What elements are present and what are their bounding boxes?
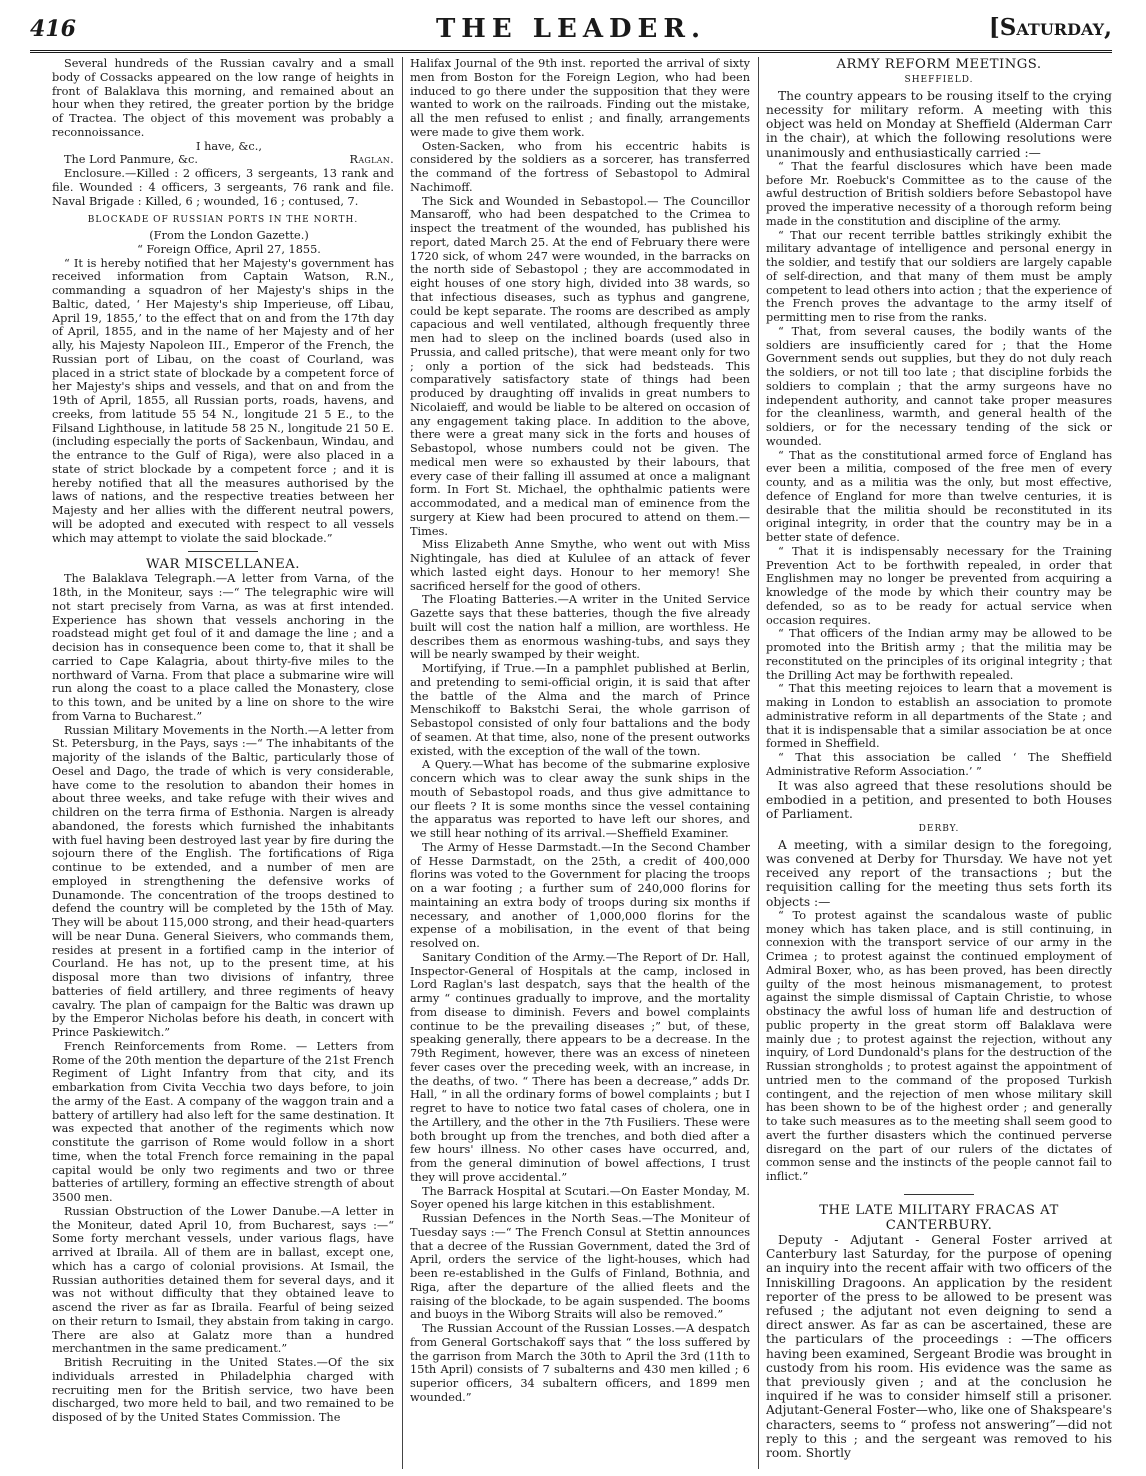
column-2 bbox=[410, 57, 750, 1469]
column-rule bbox=[758, 57, 759, 1469]
resolution: “ That, from several causes, the bodily wants of the soldiers are insufficiently cared for ; that the Home Government sends out supplies, but they do not duly reach the soldiers, or not till too late ; that discipline forbids the soldiers to complain ; that the army surgeons have no independent authority, and cannot take proper measures for the cleanliness, warmth, and general health of the soldiers, or for the necessary tending of the sick or wounded. bbox=[766, 324, 1112, 448]
article-paragraph: The Russian Account of the Russian Losses.—A despatch from General Gortschakoff says that “ the loss suffered by the garrison from March the 30th to April the 3rd (11th to 15th April) consists of 7 subalterns and 430 men killed ; 6 superior officers, 34 subaltern officers, and 1899 men wounded.” bbox=[410, 1322, 750, 1404]
column-3 bbox=[766, 57, 1112, 1469]
signature-row bbox=[52, 153, 394, 167]
resolution: “ That officers of the Indian army may be allowed to be promoted into the British army ; that the militia may be reconstituted on the principles of its original integrity ; that the Drilling Act may be forthwith repealed. bbox=[766, 627, 1112, 682]
article-paragraph: The Floating Batteries.—A writer in the United Service Gazette says that these batteries, though the five already built will cost the nation half a million, are worthless. He describes them as enormous washing-tubs, and says they will be nearly swamped by their weight. bbox=[410, 593, 750, 662]
resolution: “ That as the constitutional armed force of England has ever been a militia, composed of the free men of every county, and as a militia was the only, but most effective, defence of England for more than twelve centuries, it is desirable that the militia should be reconstituted in its original integrity, in order that the country may be in a better state of defence. bbox=[766, 448, 1112, 545]
resolution: “ That this meeting rejoices to learn that a movement is making in London to establish an association to promote administrative reform in all departments of the State ; and that it is indispensable that a similar association be at once formed in Sheffield. bbox=[766, 682, 1112, 751]
article-paragraph: The Balaklava Telegraph.—A letter from Varna, of the 18th, in the Moniteur, says :—“ The telegraphic wire will not start precisely from Varna, as was at first intended. Experience has shown that vessels anchoring in the roadstead might get foul of it and damage the line ; and a decision has in consequence been come to, that it shall be carried to Cape Kalagria, about thirty-five miles to the northward of Varna. From that place a submarine wire will run along the coast to a place called the Monastery, close to this town, and be united by a line on shore to the wire from Varna to Bucharest.” bbox=[52, 572, 394, 723]
closing: I have, &c., bbox=[196, 139, 262, 153]
article-paragraph: Deputy - Adjutant - General Foster arrived at Canterbury last Saturday, for the purpose of opening an inquiry into the recent affair with two officers of the Inniskilling Dragoons. An application by the resident reporter of the press to be allowed to be present was refused ; the adjutant not even deigning to send a direct answer. As far as can be ascertained, these are the particulars of the proceedings : —The officers having been examined, Sergeant Brodie was brought in custody from his room. His evidence was the same as that previously given ; and at the conclusion he inquired if he was to consider himself still a prisoner. Adjutant-General Foster—who, like one of Shakspeare's characters, seems to “ profess not answering”—did not reply to this ; and the sergeant was removed to his room. Shortly bbox=[766, 1232, 1112, 1460]
article-paragraph: “ It is hereby notified that her Majesty's government has received information from Captain Watson, R.N., commanding a squadron of her Majesty's ships in the Baltic, dated, ‘ Her Majesty's ship Imperieuse, off Libau, April 19, 1855,’ to the effect that on and from the 17th day of April, 1855, and in the name of her Majesty and of her ally, his Majesty Napoleon III., Emperor of the French, the Russian port of Libau, on the coast of Courland, was placed in a strict state of blockade by a competent force of her Majesty's ships and vessels, and that on and from the 19th of April, 1855, all Russian ports, roads, havens, and creeks, from latitude 55 54 N., longitude 21 5 E., to the Filsand Lighthouse, in latitude 58 25 N., longitude 21 50 E. (including especially the ports of Sackenbaun, Windau, and the entrance to the Gulf of Riga), were also placed in a state of strict blockade by a competent force ; and it is hereby notified that all the measures authorised by the laws of nations, and the respective treaties between her Majesty and her allies with the different neutral powers, will be adopted and executed with respect to all vessels which may attempt to violate the said blockade.” bbox=[52, 256, 394, 545]
article-paragraph: A meeting, with a similar design to the foregoing, was convened at Derby for Thursday. We have not yet received any report of the transactions ; but the requisition calling for the meeting thus sets forth its objects :— bbox=[766, 837, 1112, 909]
article-paragraph: A Query.—What has become of the submarine explosive concern which was to clear away the sunk ships in the mouth of Sebastopol roads, and thus give admittance to our fleets ? It is some months since the vessel containing the apparatus was reported to have left our shores, and we still hear nothing of its arrival.—Sheffield Examiner. bbox=[410, 758, 750, 840]
subheading: DERBY. bbox=[918, 824, 960, 835]
article-paragraph: The Army of Hesse Darmstadt.—In the Second Chamber of Hesse Darmstadt, on the 25th, a credit of 400,000 florins was voted to the Government for placing the troops on a war footing ; a further sum of 240,000 florins for maintaining an extra body of troops during six months if necessary, and another of 1,000,000 florins for the expense of a mobilisation, in the event of that being resolved on. bbox=[410, 840, 750, 950]
article-paragraph: The Barrack Hospital at Scutari.—On Easter Monday, M. Soyer opened his large kitchen in this establishment. bbox=[410, 1184, 750, 1212]
article-paragraph: Several hundreds of the Russian cavalry and a small body of Cossacks appeared on the low range of heights in front of Balaklava this morning, and remained about an hour when they retired, the greater portion by the bridge of Tractea. The object of this movement was probably a reconnoissance. bbox=[52, 57, 394, 139]
resolution: “ That the fearful disclosures which have been made before Mr. Roebuck's Committee as to the cause of the awful destruction of British soldiers before Sebastopol have proved the imperative necessity of a thorough reform being made in the constitution and discipline of the army. bbox=[766, 159, 1112, 228]
resolution: “ That our recent terrible battles strikingly exhibit the military advantage of intelligence and personal energy in the soldier, and testify that our soldiers are largely capable of self-direction, and that many of them must be amply competent to lead others into action ; that the experience of the French proves the advantage to the army itself of permitting men to rise from the ranks. bbox=[766, 228, 1112, 325]
article-paragraph: Osten-Sacken, who from his eccentric habits is considered by the soldiers as a sorcerer, has transferred the command of the fortress of Sebastopol to Admiral Nachimoff. bbox=[410, 139, 750, 194]
source-line: (From the London Gazette.) bbox=[149, 229, 309, 242]
section-heading: BLOCKADE OF RUSSIAN PORTS IN THE NORTH. bbox=[87, 215, 359, 226]
article-paragraph: “ To protest against the scandalous waste of public money which has taken place, and is still continuing, in connexion with the transport service of our army in the Crimea ; to protest against the continued employment of Admiral Boxer, who, as has been proved, has been directly guilty of the most heinous mismanagement, to protest against the simple dismissal of Captain Christie, to whose obstinacy the awful loss of human life and destruction of public property in the great storm off Balaklava were mainly due ; to protest against the rejection, without any inquiry, of Lord Dundonald's plans for the destruction of the Russian strongholds ; to protest against the appointment of untried men to the command of the proposed Turkish contingent, and the rejection of men whose military skill has been shown to be of the highest order ; and generally to take such measures as to the meeting shall seem good to avert the further disasters which the continued perverse disregard on the part of our rulers of the dictates of common sense and the instincts of the people cannot fail to inflict.” bbox=[766, 908, 1112, 1184]
article-paragraph: Sanitary Condition of the Army.—The Report of Dr. Hall, Inspector-General of Hospitals at the camp, inclosed in Lord Raglan's last despatch, says that the health of the army “ continues gradually to improve, and the mortality from disease to diminish. Fevers and bowel complaints continue to be the prevailing diseases ;” but, of these, speaking generally, there appears to be a decrease. In the 79th Regiment, however, there was an excess of nineteen fever cases over the preceding week, with an increase, in the deaths, of two. “ There has been a decrease,” adds Dr. Hall, “ in all the ordinary forms of bowel complaints ; but I regret to have to notice two fatal cases of cholera, one in the Artillery, and the other in the 7th Fusiliers. These were both brought up from the trenches, and both died after a few hours' illness. No other cases have occurred, and, from the general diminution of bowel affections, I trust they will prove accidental.” bbox=[410, 950, 750, 1184]
page-number: 416 bbox=[30, 16, 76, 42]
dateline: “ Foreign Office, April 27, 1855. bbox=[137, 242, 321, 256]
divider bbox=[188, 551, 258, 552]
addressee: The Lord Panmure, &c. bbox=[64, 153, 198, 167]
article-paragraph: Russian Obstruction of the Lower Danube.—A letter in the Moniteur, dated April 10, from Bucharest, says :—“ Some forty merchant vessels, under various flags, have arrived at Ibraila. All of them are in ballast, except one, which has a cargo of colonial provisions. At Ismail, the Russian authorities detained them for several days, and it was not without difficulty that they obtained leave to ascend the river as far as Ibraila. Fearful of being seized on their return to Ismail, they abstain from taking in cargo. There are also at Galatz more than a hundred merchantmen in the same predicament.” bbox=[52, 1204, 394, 1356]
article-paragraph: Halifax Journal of the 9th inst. reported the arrival of sixty men from Boston for the Foreign Legion, who had been induced to go there under the supposition that they were wanted to work on the railroads. Finding out the mistake, all the men refused to enlist ; and finally, arrangements were made to give them work. bbox=[410, 57, 750, 139]
article-paragraph: British Recruiting in the United States.—Of the six individuals arrested in Philadelphia charged with recruiting men for the British service, two have been discharged, two more held to bail, and two remained to be disposed of by the United States Commission. The bbox=[52, 1356, 394, 1424]
section-heading: WAR MISCELLANEA. bbox=[146, 557, 300, 573]
article-paragraph: Russian Military Movements in the North.—A letter from St. Petersburg, in the Pays, says :—“ The inhabitants of the majority of the islands of the Baltic, particularly those of Oesel and Dago, the trade of which is very considerable, have come to the resolution to abandon their homes in about three weeks, and take refuge with their wives and children on the terra firma of Esthonia. Nargen is already abandoned, the forests which furnished the inhabitants with fuel having been destroyed last year by fire during the sojourn there of the English. The fortifications of Riga continue to be extended, and a number of men are employed in strengthening the defensive works of Dunamonde. The concentration of the troops destined to defend the country will be completed by the 15th of May. They will be about 115,000 strong, and their head-quarters will be near Duna. General Sieivers, who commands them, resides at present in a fortified camp in the interior of Courland. He has not, up to the present time, at his disposal more than two divisions of infantry, three batteries of field artillery, and three regiments of heavy cavalry. The plan of campaign for the Baltic was drawn up by the Emperor Nicholas before his death, in concert with Prince Paskiewitch.” bbox=[52, 723, 394, 1039]
resolution: “ That this association be called ‘ The Sheffield Administrative Reform Association.’ ” bbox=[766, 751, 1112, 778]
article-paragraph: Miss Elizabeth Anne Smythe, who went out with Miss Nightingale, has died at Kululee of an attack of fever which lasted eight days. Honour to her memory! She sacrificed herself for the good of others. bbox=[410, 538, 750, 593]
article-paragraph: Russian Defences in the North Seas.—The Moniteur of Tuesday says :—“ The French Consul at Stettin announces that a decree of the Russian Government, dated the 3rd of April, orders the service of the light-houses, which had been re-established in the Gulfs of Finland, Bothnia, and Riga, after the departure of the allied fleets and the raising of the blockade, to be again suspended. The booms and buoys in the Wiborg Straits will also be removed.” bbox=[410, 1212, 750, 1322]
article-paragraph: The Sick and Wounded in Sebastopol.— The Councillor Mansaroff, who had been despatched to the Crimea to inspect the treatment of the wounded, has published his report, dated March 25. At the end of February there were 1720 sick, of whom 247 were wounded, in the barracks on the north side of Sebastopol ; they are accommodated in eight houses of one story high, divided into 38 wards, so that infectious diseases, such as typhus and gangrene, could be kept separate. The rooms are described as amply capacious and well ventilated, although frequently three men had to sleep on the inclined boards (used also in Prussia, and called pritsche), that were meant only for two ; only a portion of the sick had bedsteads. This comparatively satisfactory state of things had been produced by draughting off invalids in great numbers to Nicolaieff, and would be liable to be altered on occasion of any engagement taking place. In addition to the above, there were a great many sick in the forts and houses of Sebastopol, whose numbers could not be given. The medical men were so exhausted by their labours, that every case of their falling ill assumed at once a malignant form. In Fort St. Michael, the ophthalmic patients were accommodated, and a medical man of eminence from the surgery at Kiew had been procured to attend on them.—Times. bbox=[410, 194, 750, 538]
column-rule bbox=[402, 57, 403, 1469]
section-heading: THE LATE MILITARY FRACAS AT CANTERBURY. bbox=[819, 1202, 1059, 1233]
article-paragraph: Mortifying, if True.—In a pamphlet published at Berlin, and pretending to semi-official origin, it is said that after the battle of the Alma and the march of Prince Menschikoff to Bakstchi Serai, the whole garrison of Sebastopol consisted of only four battalions and the body of seamen. At that time, also, none of the present outworks existed, with the exception of the wall of the town. bbox=[410, 662, 750, 758]
issue-day: [Saturday, bbox=[988, 14, 1112, 41]
article-paragraph: The country appears to be rousing itself to the crying necessity for military reform. A meeting with this object was held on Monday at Sheffield (Alderman Carr in the chair), at which the following resolutions were unanimously and enthusiastically carried :— bbox=[766, 88, 1112, 160]
section-heading: ARMY REFORM MEETINGS. bbox=[836, 57, 1042, 72]
signature: Raglan. bbox=[349, 153, 394, 167]
enclosure: Enclosure.—Killed : 2 officers, 3 sergeants, 13 rank and file. Wounded : 4 officers, 3 sergeants, 76 rank and file. Naval Brigade : Killed, 6 ; wounded, 16 ; contused, 7. bbox=[52, 167, 394, 208]
masthead bbox=[30, 6, 1112, 53]
column-1 bbox=[52, 57, 394, 1469]
newspaper-title: THE LEADER. bbox=[435, 14, 707, 44]
divider bbox=[904, 1194, 974, 1195]
resolution: “ That it is indispensably necessary for the Training Prevention Act to be forthwith repealed, in order that Englishmen may no longer be prevented from acquiring a knowledge of the mode by which their country may be defended, so as to be ready for actual service when occasion requires. bbox=[766, 544, 1112, 627]
article-paragraph: It was also agreed that these resolutions should be embodied in a petition, and presented to both Houses of Parliament. bbox=[766, 778, 1112, 821]
article-paragraph: French Reinforcements from Rome. — Letters from Rome of the 20th mention the departure of the 21st French Regiment of Light Infantry from that city, and its embarkation from Civita Vecchia two days before, to join the army of the East. A company of the waggon train and a battery of artillery had also left for the same destination. It was expected that another of the regiments which now constitute the garrison of Rome would follow in a short time, when the total French force remaining in the papal capital would be only two regiments and two or three batteries of artillery, forming an effective strength of about 3500 men. bbox=[52, 1039, 394, 1204]
subheading: SHEFFIELD. bbox=[904, 75, 974, 85]
